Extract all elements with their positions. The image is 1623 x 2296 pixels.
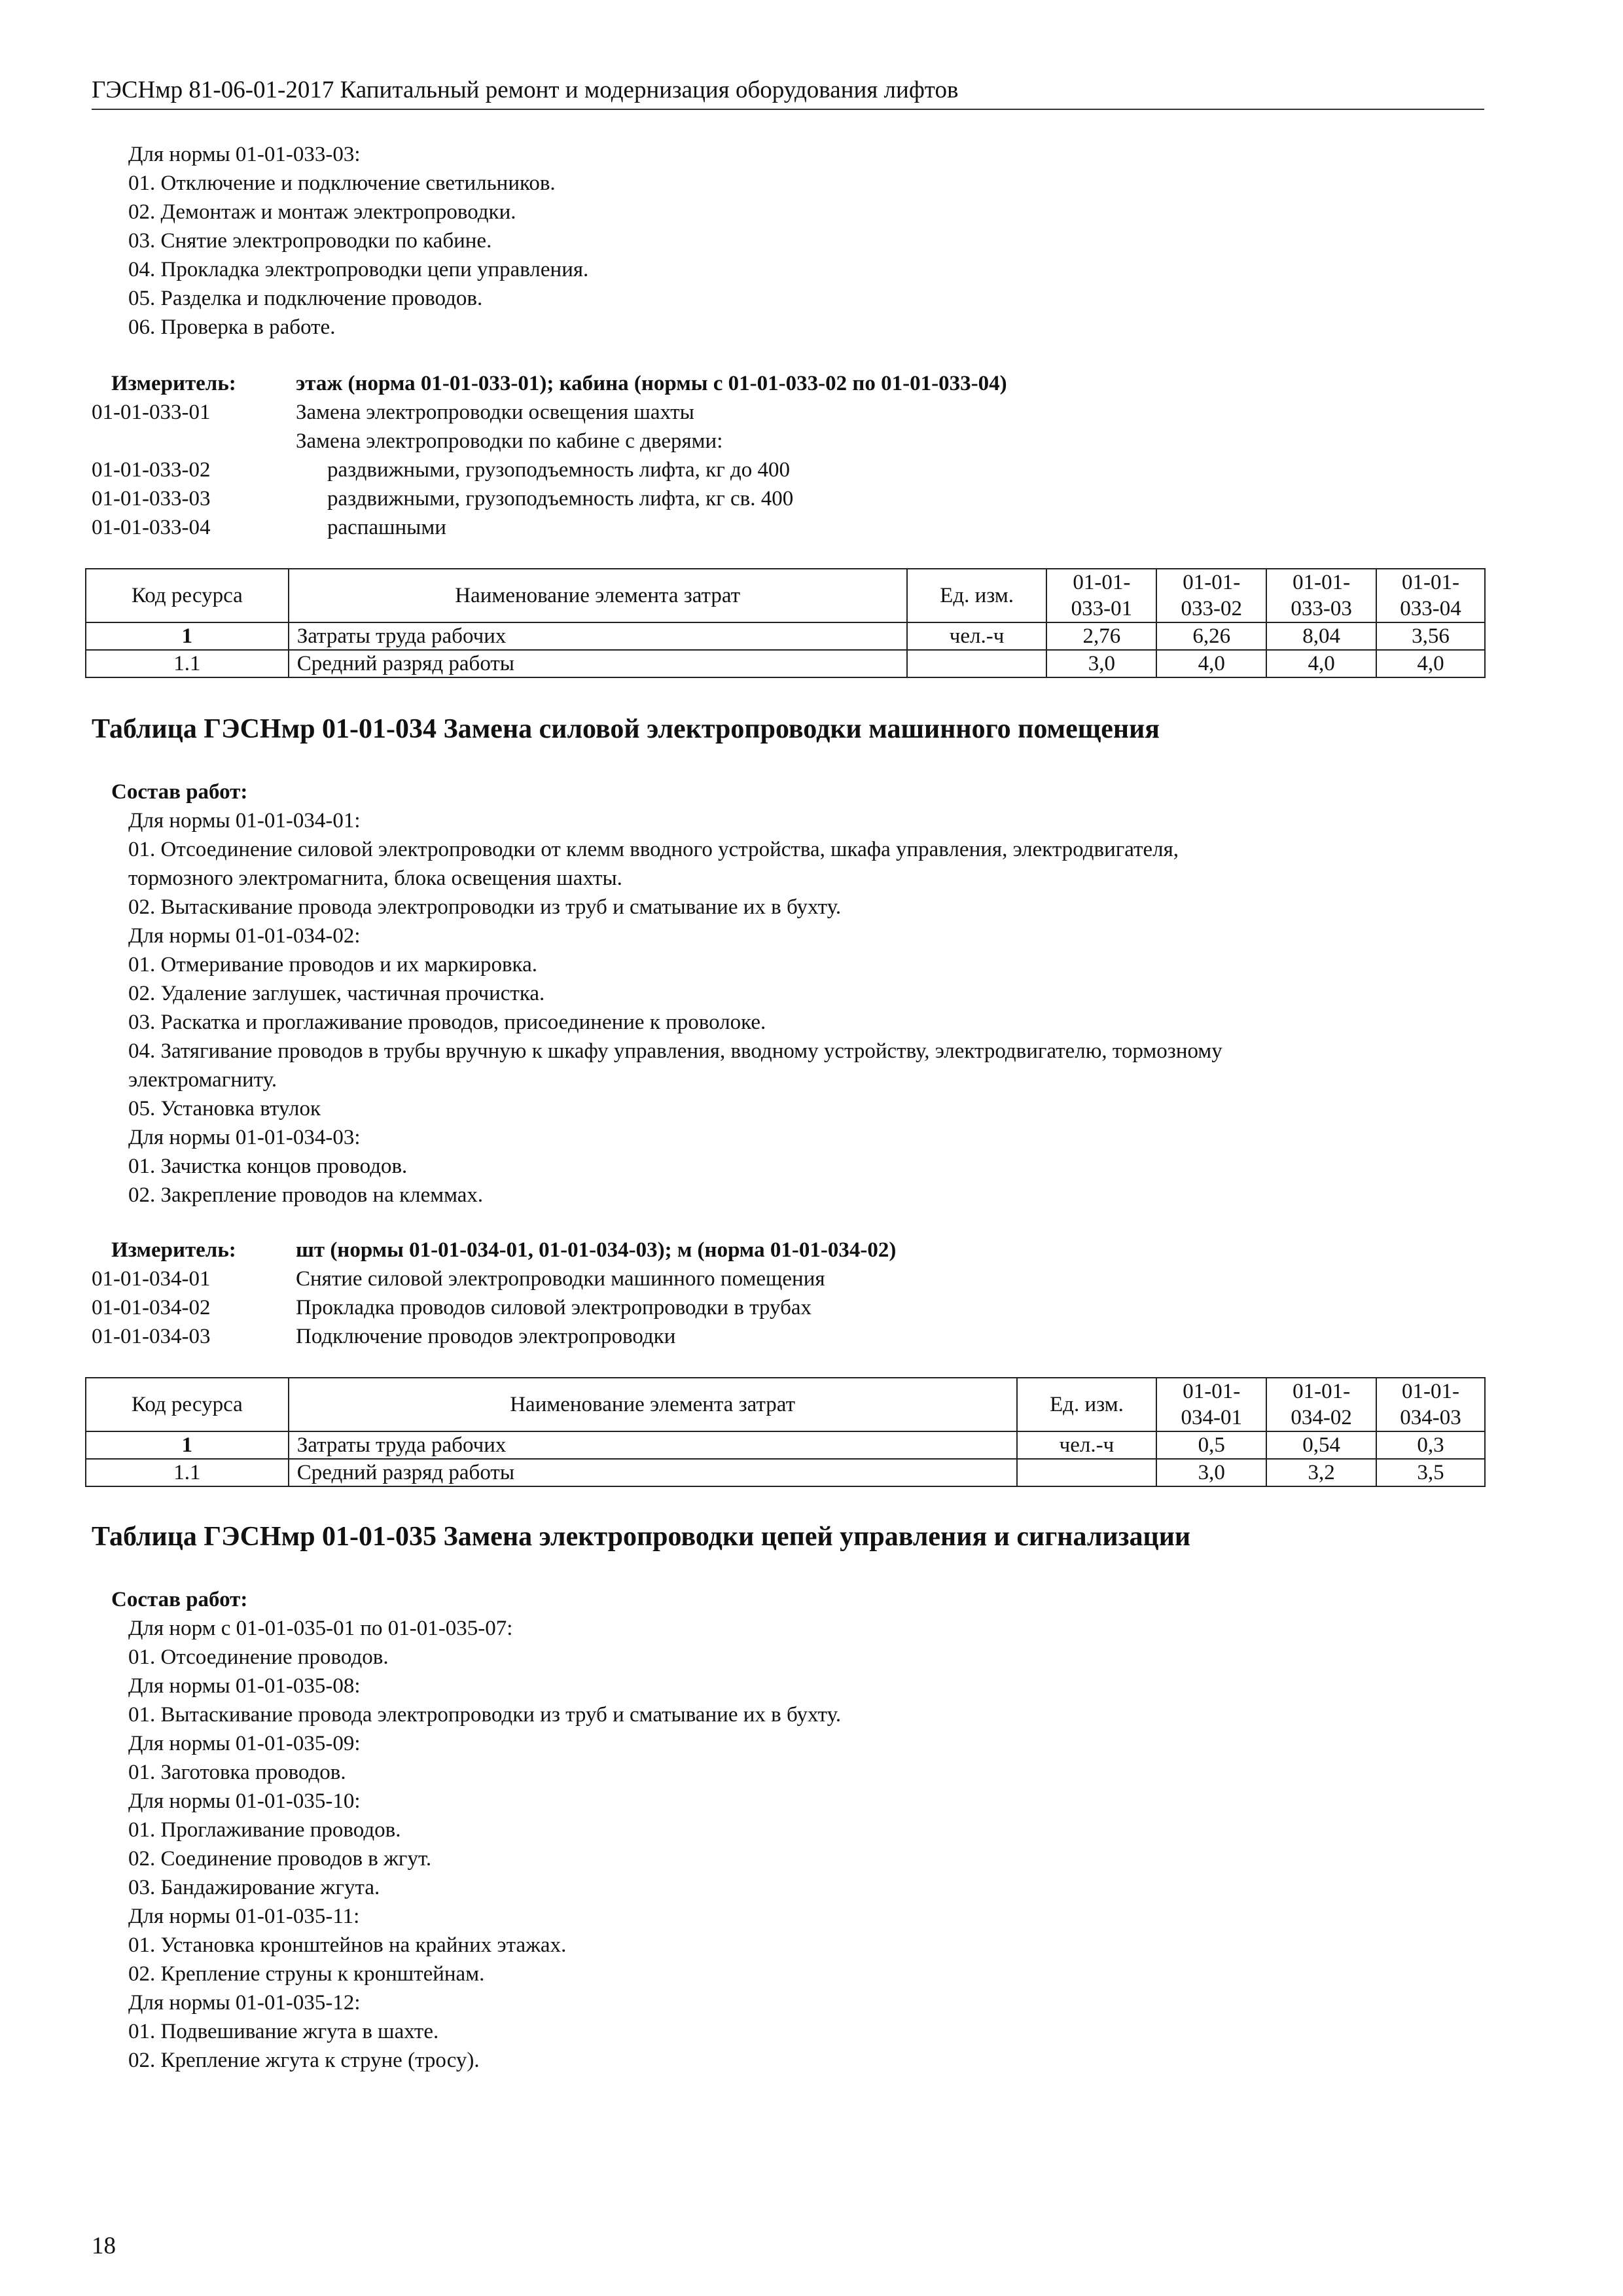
norm-text: раздвижными, грузоподъемность лифта, кг до 400 bbox=[327, 458, 791, 482]
composition-line: 02. Демонтаж и монтаж электропроводки. bbox=[128, 200, 516, 224]
header-cell-norm: 01-01- 034-03 bbox=[1376, 1378, 1485, 1431]
header-cell: Код ресурса bbox=[86, 1378, 289, 1431]
table-row bbox=[86, 650, 1485, 677]
norm-text: Прокладка проводов силовой электропроводки в трубах bbox=[296, 1296, 812, 1319]
composition-line: 01. Установка кронштейнов на крайних этажах. bbox=[128, 1933, 567, 1957]
composition-line: 03. Бандажирование жгута. bbox=[128, 1876, 380, 1899]
composition-line: 04. Затягивание проводов в трубы вручную к шкафу управления, вводному устройству, электродвигателю, тормозному bbox=[128, 1039, 1222, 1063]
norm-code: 01-01-033-01 bbox=[92, 401, 211, 424]
composition-line: Для нормы 01-01-033-03: bbox=[128, 143, 361, 166]
table-header-row bbox=[86, 1378, 1485, 1431]
composition-line: 01. Отмеривание проводов и их маркировка. bbox=[128, 953, 537, 977]
header-cell-norm: 01-01- 034-01 bbox=[1156, 1378, 1266, 1431]
composition-line: 02. Вытаскивание провода электропроводки из труб и сматывание их в бухту. bbox=[128, 895, 842, 919]
value-cell: 3,5 bbox=[1376, 1459, 1485, 1486]
unit-cell: чел.-ч bbox=[1017, 1431, 1157, 1459]
resource-name: Средний разряд работы bbox=[289, 1459, 1017, 1486]
header-cell: Ед. изм. bbox=[907, 569, 1047, 622]
composition-line: 03. Раскатка и проглаживание проводов, присоединение к проволоке. bbox=[128, 1011, 766, 1034]
norm-text: раздвижными, грузоподъемность лифта, кг св. 400 bbox=[327, 487, 794, 511]
header-cell: Наименование элемента затрат bbox=[289, 1378, 1017, 1431]
composition-label: Состав работ: bbox=[111, 780, 248, 804]
meter-value: шт (нормы 01-01-034-01, 01-01-034-03); м (норма 01-01-034-02) bbox=[296, 1238, 897, 1262]
header-cell: Код ресурса bbox=[86, 569, 289, 622]
norm-code: 01-01-034-03 bbox=[92, 1325, 211, 1348]
composition-line: 02. Закрепление проводов на клеммах. bbox=[128, 1183, 484, 1207]
resource-code: 1.1 bbox=[86, 1459, 289, 1486]
composition-line: 04. Прокладка электропроводки цепи управления. bbox=[128, 258, 589, 281]
resource-code: 1.1 bbox=[86, 650, 289, 677]
composition-line: 01. Отсоединение силовой электропроводки от клемм вводного устройства, шкафа управления, электродвигателя, bbox=[128, 838, 1179, 861]
meter-label: Измеритель: bbox=[111, 1238, 236, 1262]
table-row bbox=[86, 622, 1485, 650]
resource-name: Средний разряд работы bbox=[289, 650, 907, 677]
norm-text: Замена электропроводки по кабине с дверями: bbox=[296, 429, 723, 453]
meter-value: этаж (норма 01-01-033-01); кабина (нормы с 01-01-033-02 по 01-01-033-04) bbox=[296, 372, 1007, 395]
value-cell: 3,2 bbox=[1266, 1459, 1376, 1486]
header-cell: Ед. изм. bbox=[1017, 1378, 1157, 1431]
value-cell: 0,3 bbox=[1376, 1431, 1485, 1459]
resource-table-033 bbox=[85, 568, 1486, 678]
norm-text: Замена электропроводки освещения шахты bbox=[296, 401, 694, 424]
composition-line: 05. Разделка и подключение проводов. bbox=[128, 287, 483, 310]
composition-line: Для нормы 01-01-035-10: bbox=[128, 1789, 361, 1813]
composition-line: 01. Вытаскивание провода электропроводки из труб и сматывание их в бухту. bbox=[128, 1703, 842, 1727]
composition-line: Для нормы 01-01-035-11: bbox=[128, 1905, 360, 1928]
running-header: ГЭСНмр 81-06-01-2017 Капитальный ремонт и модернизация оборудования лифтов bbox=[92, 77, 959, 103]
composition-label: Состав работ: bbox=[111, 1588, 248, 1611]
value-cell: 4,0 bbox=[1266, 650, 1376, 677]
norm-code: 01-01-034-02 bbox=[92, 1296, 211, 1319]
composition-line: 02. Крепление жгута к струне (тросу). bbox=[128, 2049, 480, 2072]
header-cell-norm: 01-01- 033-03 bbox=[1266, 569, 1376, 622]
composition-line: 01. Подвешивание жгута в шахте. bbox=[128, 2020, 439, 2043]
meter-label: Измеритель: bbox=[111, 372, 236, 395]
value-cell: 8,04 bbox=[1266, 622, 1376, 650]
norm-text: распашными bbox=[327, 516, 446, 539]
value-cell: 2,76 bbox=[1046, 622, 1156, 650]
header-cell-norm: 01-01- 033-02 bbox=[1156, 569, 1266, 622]
header-rule bbox=[92, 109, 1484, 110]
unit-cell: чел.-ч bbox=[907, 622, 1047, 650]
composition-line: 01. Отсоединение проводов. bbox=[128, 1645, 389, 1669]
composition-line: тормозного электромагнита, блока освещения шахты. bbox=[128, 867, 622, 890]
composition-line: 02. Удаление заглушек, частичная прочистка. bbox=[128, 982, 545, 1005]
composition-line: электромагниту. bbox=[128, 1068, 277, 1092]
value-cell: 4,0 bbox=[1156, 650, 1266, 677]
composition-line: 06. Проверка в работе. bbox=[128, 315, 336, 339]
page-number: 18 bbox=[92, 2233, 116, 2259]
resource-name: Затраты труда рабочих bbox=[289, 622, 907, 650]
header-cell-norm: 01-01- 033-01 bbox=[1046, 569, 1156, 622]
composition-line: Для нормы 01-01-035-08: bbox=[128, 1674, 361, 1698]
composition-line: Для нормы 01-01-035-12: bbox=[128, 1991, 361, 2015]
resource-name: Затраты труда рабочих bbox=[289, 1431, 1017, 1459]
composition-line: Для нормы 01-01-035-09: bbox=[128, 1732, 361, 1755]
norm-code: 01-01-033-04 bbox=[92, 516, 211, 539]
table-title: Таблица ГЭСНмр 01-01-034 Замена силовой электропроводки машинного помещения bbox=[92, 714, 1160, 744]
composition-line: Для нормы 01-01-034-03: bbox=[128, 1126, 361, 1149]
header-cell-norm: 01-01- 034-02 bbox=[1266, 1378, 1376, 1431]
composition-line: 05. Установка втулок bbox=[128, 1097, 321, 1121]
header-cell: Наименование элемента затрат bbox=[289, 569, 907, 622]
composition-line: 02. Соединение проводов в жгут. bbox=[128, 1847, 432, 1871]
unit-cell bbox=[907, 650, 1047, 677]
value-cell: 3,0 bbox=[1156, 1459, 1266, 1486]
composition-line: 01. Заготовка проводов. bbox=[128, 1761, 346, 1784]
value-cell: 4,0 bbox=[1376, 650, 1485, 677]
composition-line: 02. Крепление струны к кронштейнам. bbox=[128, 1962, 485, 1986]
norm-code: 01-01-034-01 bbox=[92, 1267, 211, 1291]
composition-line: 01. Зачистка концов проводов. bbox=[128, 1155, 408, 1178]
norm-code: 01-01-033-03 bbox=[92, 487, 211, 511]
table-title: Таблица ГЭСНмр 01-01-035 Замена электропроводки цепей управления и сигнализации bbox=[92, 1522, 1191, 1552]
value-cell: 3,56 bbox=[1376, 622, 1485, 650]
composition-line: 01. Отключение и подключение светильников. bbox=[128, 171, 556, 195]
resource-code: 1 bbox=[86, 1431, 289, 1459]
resource-table-034 bbox=[85, 1377, 1486, 1487]
composition-line: Для нормы 01-01-034-02: bbox=[128, 924, 361, 948]
header-cell-norm: 01-01- 033-04 bbox=[1376, 569, 1485, 622]
composition-line: 03. Снятие электропроводки по кабине. bbox=[128, 229, 492, 253]
value-cell: 0,5 bbox=[1156, 1431, 1266, 1459]
norm-code: 01-01-033-02 bbox=[92, 458, 211, 482]
value-cell: 3,0 bbox=[1046, 650, 1156, 677]
table-row bbox=[86, 1459, 1485, 1486]
norm-text: Подключение проводов электропроводки bbox=[296, 1325, 676, 1348]
table-row bbox=[86, 1431, 1485, 1459]
table-header-row bbox=[86, 569, 1485, 622]
value-cell: 0,54 bbox=[1266, 1431, 1376, 1459]
norm-text: Снятие силовой электропроводки машинного помещения bbox=[296, 1267, 825, 1291]
composition-line: 01. Проглаживание проводов. bbox=[128, 1818, 401, 1842]
unit-cell bbox=[1017, 1459, 1157, 1486]
composition-line: Для нормы 01-01-034-01: bbox=[128, 809, 361, 833]
composition-line: Для норм с 01-01-035-01 по 01-01-035-07: bbox=[128, 1617, 513, 1640]
resource-code: 1 bbox=[86, 622, 289, 650]
value-cell: 6,26 bbox=[1156, 622, 1266, 650]
